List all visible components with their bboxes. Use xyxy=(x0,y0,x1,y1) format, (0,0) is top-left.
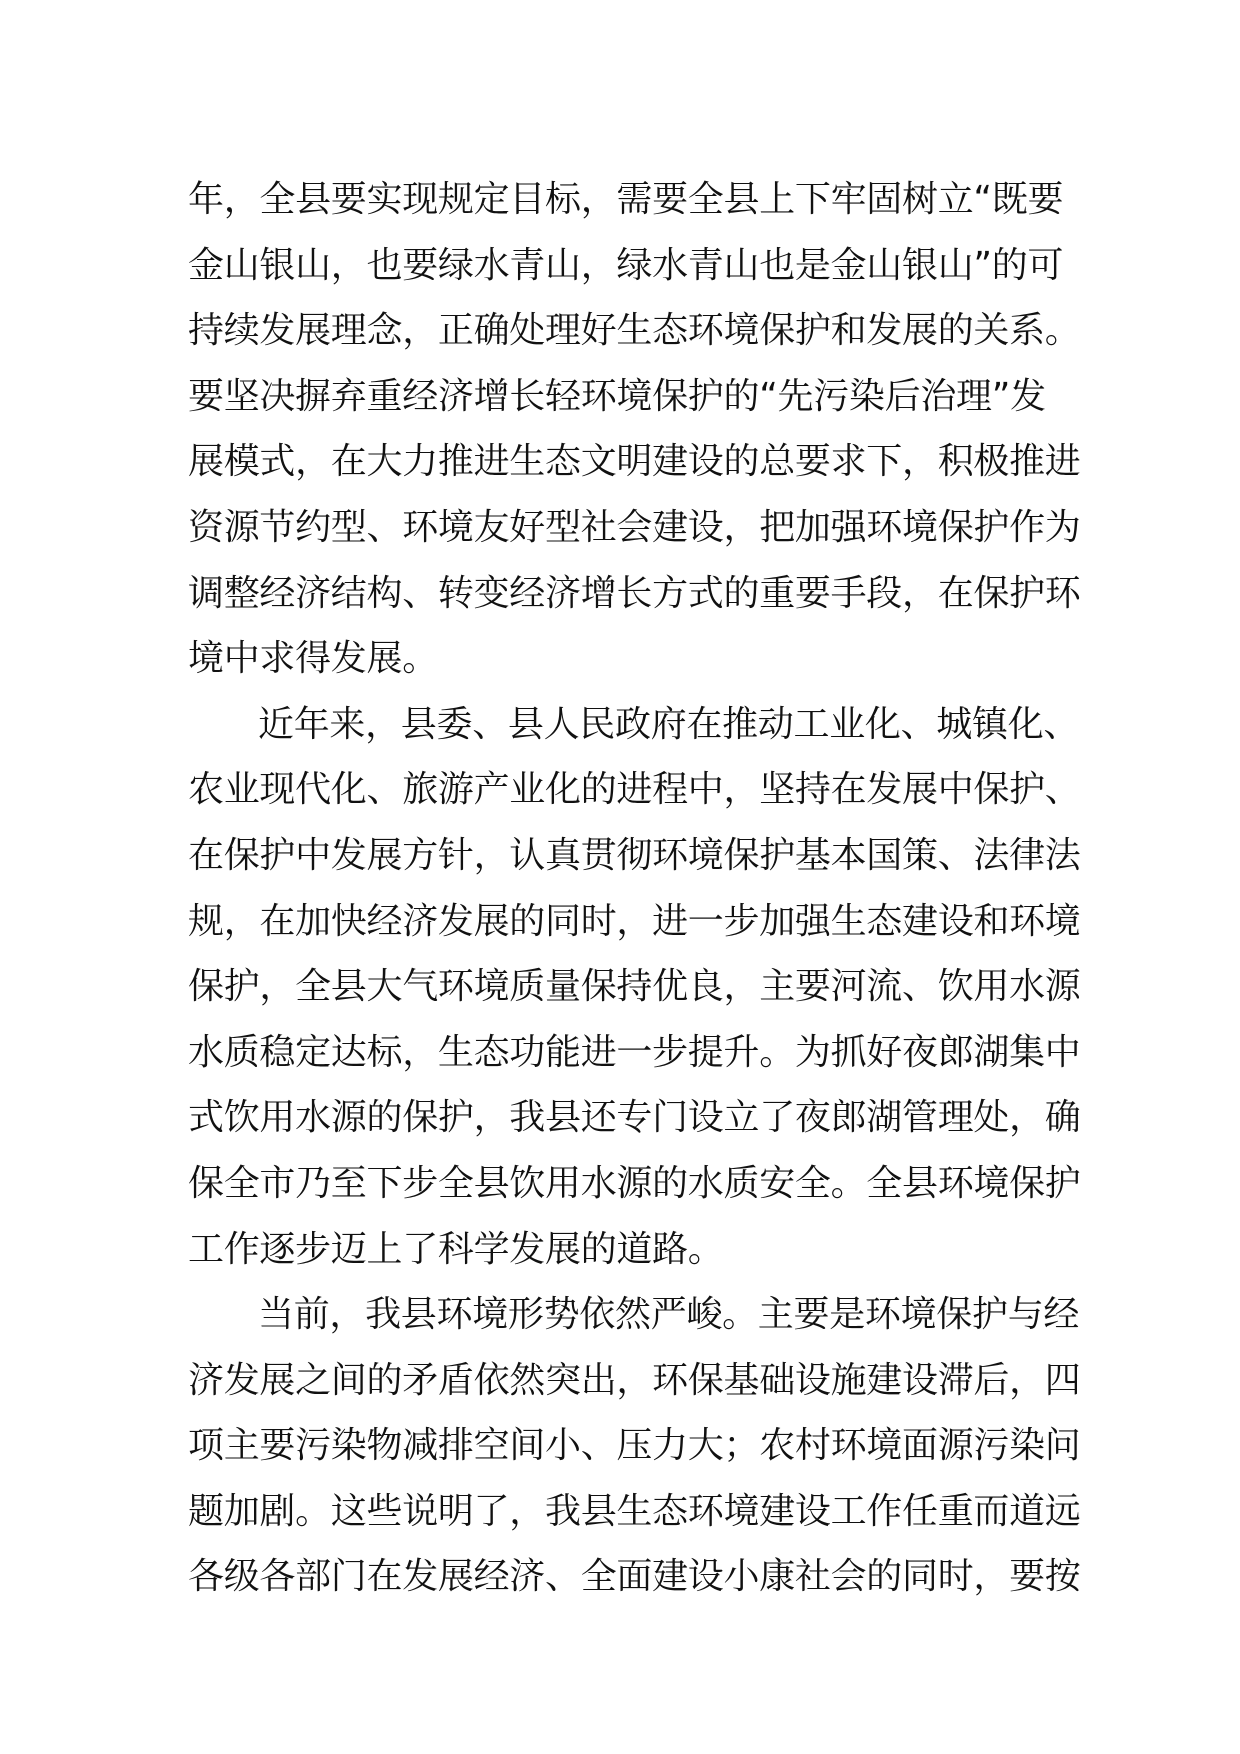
document-body xyxy=(188,167,1081,1610)
text-line: 资源节约型、环境友好型社会建设，把加强环境保护作为 xyxy=(188,506,1081,548)
text-line: 金山银山，也要绿水青山，绿水青山也是金山银山”的可 xyxy=(188,244,1064,286)
text-line: 水质稳定达标，生态功能进一步提升。为抓好夜郎湖集中 xyxy=(188,1031,1081,1073)
text-line: 项主要污染物减排空间小、压力大；农村环境面源污染问 xyxy=(188,1425,1081,1467)
text-line: 当前，我县环境形势依然严峻。主要是环境保护与经 xyxy=(258,1294,1080,1336)
text-line: 境中求得发展。 xyxy=(188,638,438,680)
paragraph-1 xyxy=(188,167,1081,692)
text-line: 持续发展理念，正确处理好生态环境保护和发展的关系。 xyxy=(188,310,1081,352)
text-line: 展模式，在大力推进生态文明建设的总要求下，积极推进 xyxy=(188,441,1081,483)
text-line: 要坚决摒弃重经济增长轻环境保护的“先污染后治理”发 xyxy=(188,375,1046,417)
text-line: 保护，全县大气环境质量保持优良，主要河流、饮用水源 xyxy=(188,966,1081,1008)
text-line: 近年来，县委、县人民政府在推动工业化、城镇化、 xyxy=(258,703,1080,745)
text-line: 保全市乃至下步全县饮用水源的水质安全。全县环境保护 xyxy=(188,1162,1081,1204)
text-line: 题加剧。这些说明了，我县生态环境建设工作任重而道远 xyxy=(188,1490,1081,1532)
paragraph-2 xyxy=(188,692,1081,1282)
paragraph-3 xyxy=(188,1282,1081,1610)
text-line: 年，全县要实现规定目标，需要全县上下牢固树立“既要 xyxy=(188,179,1064,220)
text-line: 在保护中发展方针，认真贯彻环境保护基本国策、法律法 xyxy=(188,834,1081,876)
text-line: 调整经济结构、转变经济增长方式的重要手段，在保护环 xyxy=(188,572,1081,614)
text-line: 规，在加快经济发展的同时，进一步加强生态建设和环境 xyxy=(188,900,1081,942)
text-line: 工作逐步迈上了科学发展的道路。 xyxy=(188,1228,724,1270)
text-line: 各级各部门在发展经济、全面建设小康社会的同时，要按 xyxy=(188,1556,1081,1598)
text-line: 式饮用水源的保护，我县还专门设立了夜郎湖管理处，确 xyxy=(188,1097,1081,1139)
text-line: 农业现代化、旅游产业化的进程中，坚持在发展中保护、 xyxy=(188,769,1081,811)
text-line: 济发展之间的矛盾依然突出，环保基础设施建设滞后，四 xyxy=(188,1359,1081,1401)
